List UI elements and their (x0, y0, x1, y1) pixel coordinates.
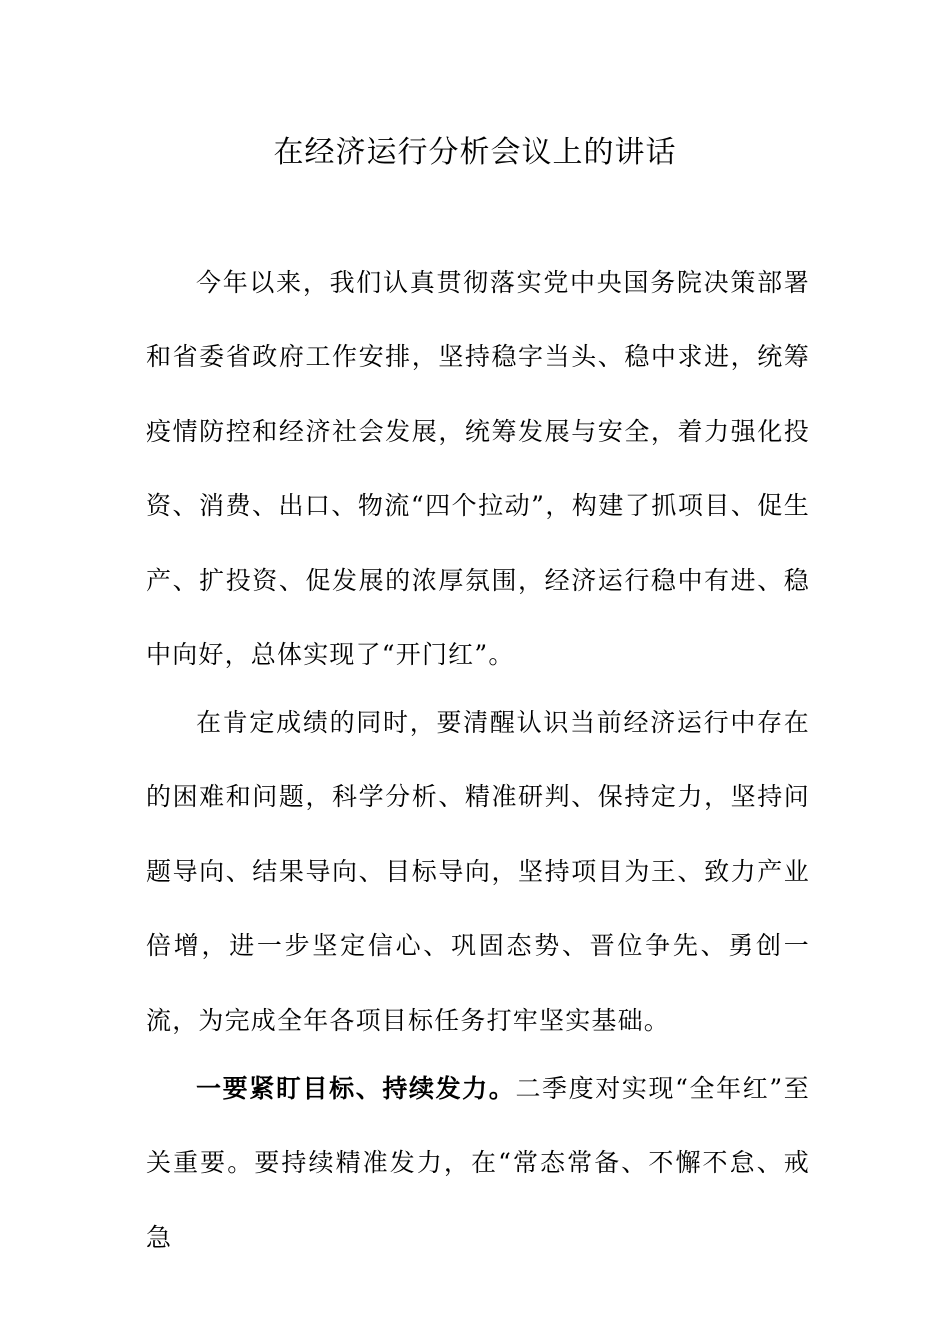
paragraph-1: 今年以来，我们认真贯彻落实党中央国务院决策部署和省委省政府工作安排，坚持稳字当头、稳中求进，统筹疫情防控和经济社会发展，统筹发展与安全，着力强化投资、消费、出口、物流“四个拉动”，构建了抓项目、促生产、扩投资、促发展的浓厚氛围，经济运行稳中有进、稳中向好，总体实现了“开门红”。 (146, 268, 810, 670)
document-title: 在经济运行分析会议上的讲话 (273, 135, 677, 170)
paragraph-3-text: 二季度对实现“全年红”至关重要。要持续精准发力，在“常态常备、不懈不怠、戒急 (146, 1074, 811, 1252)
paragraph-3 (146, 1052, 810, 1275)
paragraph-2: 在肯定成绩的同时，要清醒认识当前经济运行中存在的困难和问题，科学分析、精准研判、保持定力，坚持问题导向、结果导向、目标导向，坚持项目为王、致力产业倍增，进一步坚定信心、巩固态势、晋位争先、勇创一流，为完成全年各项目标任务打牢坚实基础。 (146, 708, 810, 1035)
paragraph-3-lead: 一要紧盯目标、持续发力。 (196, 1074, 516, 1103)
